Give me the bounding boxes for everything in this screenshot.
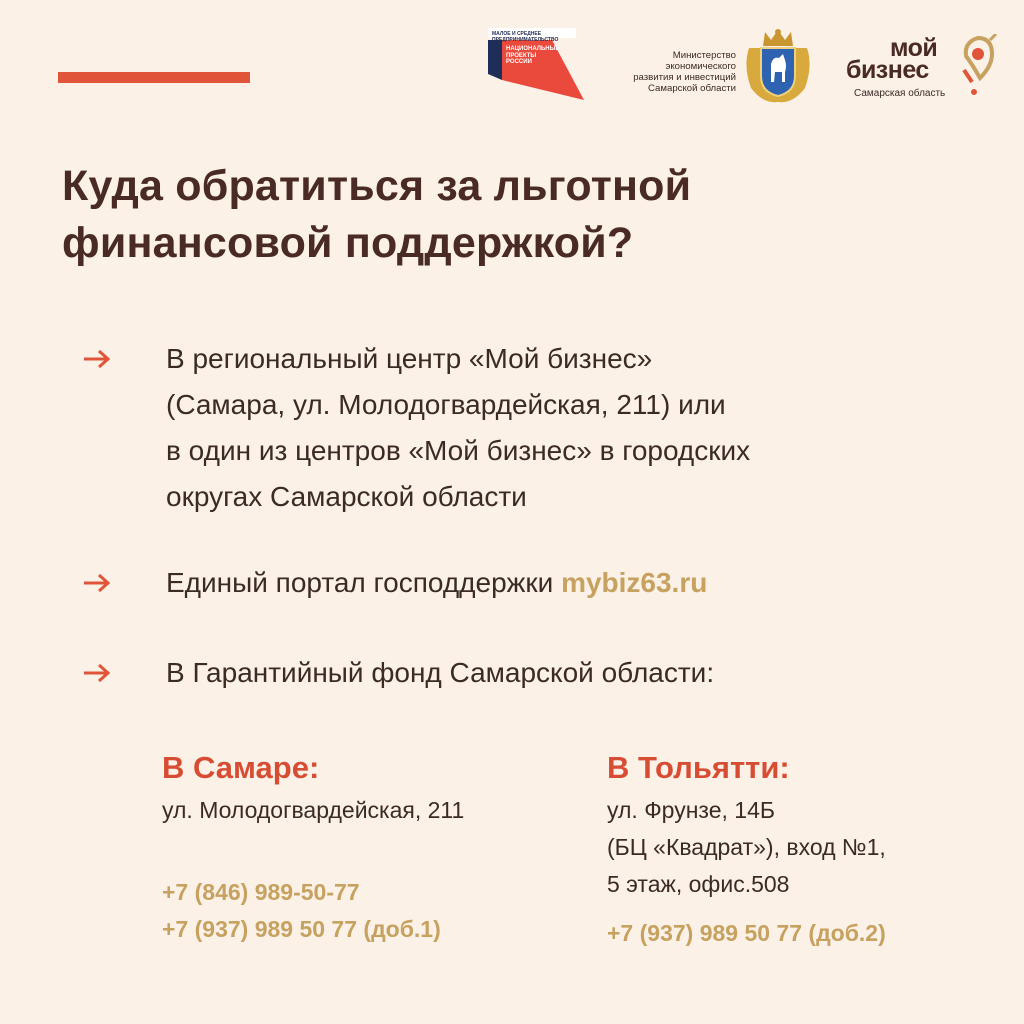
ministry-line: Министерство bbox=[672, 50, 736, 61]
list-item-line: округах Самарской области bbox=[166, 481, 527, 512]
my-business-logo-word1: мой bbox=[890, 34, 938, 62]
list-item bbox=[166, 336, 750, 520]
office-phones-tolyatti bbox=[607, 915, 886, 952]
accent-bar bbox=[58, 72, 250, 83]
location-pin-icon bbox=[958, 34, 998, 98]
list-item bbox=[166, 650, 714, 696]
office-address-tolyatti bbox=[607, 792, 886, 903]
address-line: ул. Молодогвардейская, 211 bbox=[162, 797, 465, 823]
my-business-logo bbox=[846, 34, 1006, 108]
ministry-name bbox=[632, 50, 736, 94]
address-line: ул. Фрунзе, 14Б bbox=[607, 797, 775, 823]
ministry-line: развития и инвестиций bbox=[633, 72, 736, 83]
office-address-samara bbox=[162, 792, 464, 829]
address-line: 5 этаж, офис.508 bbox=[607, 871, 790, 897]
office-city-tolyatti: В Тольятти: bbox=[607, 750, 790, 785]
arrow-right-icon bbox=[82, 348, 122, 372]
phone-number[interactable]: +7 (937) 989 50 77 (доб.2) bbox=[607, 920, 886, 946]
phone-number[interactable]: +7 (846) 989-50-77 bbox=[162, 879, 360, 905]
page-title bbox=[62, 158, 962, 272]
arrow-right-icon bbox=[82, 572, 122, 596]
arrow-right-icon bbox=[82, 662, 122, 686]
ministry-line: экономического bbox=[665, 61, 736, 72]
address-line: (БЦ «Квадрат»), вход №1, bbox=[607, 834, 886, 860]
my-business-logo-region: Самарская область bbox=[854, 88, 946, 99]
np-logo-main-text: НАЦИОНАЛЬНЫЕ ПРОЕКТЫ РОССИИ bbox=[506, 46, 560, 66]
title-line: финансовой поддержкой? bbox=[62, 219, 634, 267]
np-logo-small-text: МАЛОЕ И СРЕДНЕЕ ПРЕДПРИНИМАТЕЛЬСТВО bbox=[492, 31, 559, 43]
office-phones-samara bbox=[162, 874, 441, 948]
phone-number[interactable]: +7 (937) 989 50 77 (доб.1) bbox=[162, 916, 441, 942]
list-item-line: В региональный центр «Мой бизнес» bbox=[166, 343, 653, 374]
list-item-line: В Гарантийный фонд Самарской области: bbox=[166, 657, 715, 688]
title-line: Куда обратиться за льготной bbox=[62, 162, 692, 210]
portal-label: Единый портал господдержки bbox=[166, 567, 562, 598]
list-item-line: (Самара, ул. Молодогвардейская, 211) или bbox=[166, 389, 726, 420]
national-projects-logo bbox=[484, 28, 588, 104]
portal-link[interactable]: mybiz63.ru bbox=[561, 567, 708, 598]
ministry-line: Самарской области bbox=[648, 83, 736, 94]
office-city-samara: В Самаре: bbox=[162, 750, 320, 785]
my-business-logo-word2: бизнес bbox=[846, 56, 929, 84]
list-item-line: в один из центров «Мой бизнес» в городских bbox=[166, 435, 751, 466]
samara-coat-of-arms-icon bbox=[743, 26, 813, 104]
list-item bbox=[166, 560, 707, 606]
